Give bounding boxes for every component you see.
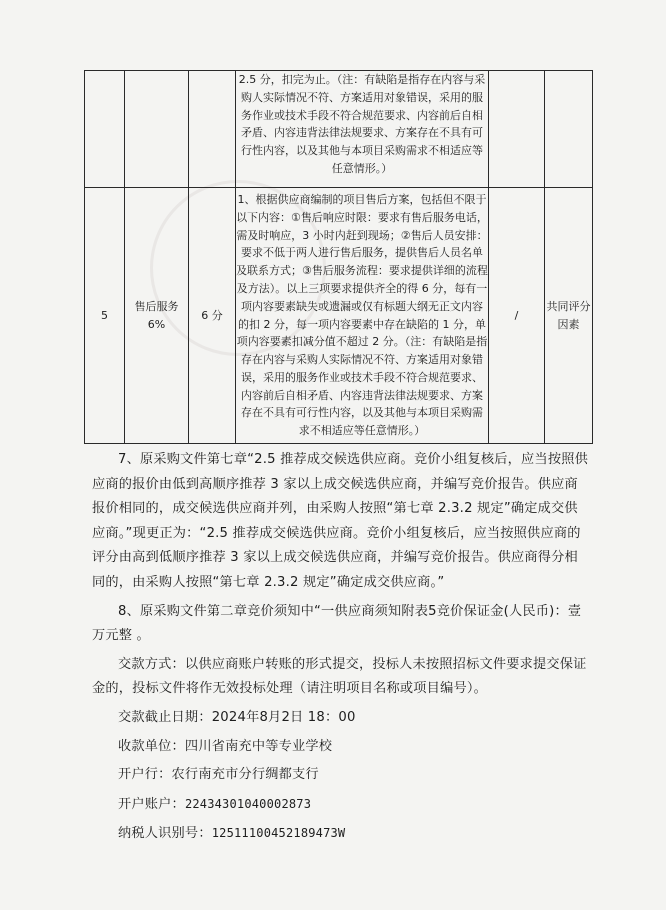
evaluation-table bbox=[84, 70, 593, 444]
paragraph-item-7: 7、原采购文件第七章“2.5 推荐成交候选供应商。竞价小组复核后，应当按照供应商的报价由低到高顺序推荐 3 家以上成交候选供应商，并编写竞价报告。供应商报价相同的，成交候选供应商并列，由采购人按照“第七章 2.3.2 规定”确定成交供应商。”现更正为：“2.5 推荐成交候选供应商。竞价小组复核后，应当按照供应商的评分由高到低顺序推荐 3 家以上成交候选供应商，并编写竞价报告。供应商得分相同的，由采购人按照“第七章 2.3.2 规定”确定成交供应商。” bbox=[92, 452, 588, 590]
cell-remark-empty bbox=[545, 71, 593, 188]
cell-description: 1、根据供应商编制的项目售后方案，包括但不限于以下内容：①售后响应时限：要求有售后服务电话，需及时响应，3 小时内赶到现场；②售后人员安排：要求不低于两人进行售后服务，提供售后人员名单及联系方式；③售后服务流程：要求提供详细的流程及方法）。以上三项要求提供齐全的得 6 分，每有一项内容要素缺失或遗漏或仅有标题大纲无正文内容的扣 2 分，每一项内容要素中存在缺陷的 1 分，单项内容要素扣减分值不超过 2 分。（注：有缺陷是指存在内容与采购人实际情况不符、方案适用对象错误，采用的服务作业或技术手段不符合规范要求、内容前后自相矛盾、内容违背法律法规要求、方案存在不具有可行性内容，以及其他与本项目采购需求不相适应等任意情形。） bbox=[236, 188, 489, 444]
account-line bbox=[92, 792, 588, 818]
table-row bbox=[85, 71, 593, 188]
cell-description: 2.5 分，扣完为止。（注：有缺陷是指存在内容与采购人实际情况不符、方案适用对象错误，采用的服务作业或技术手段不符合规范要求、内容前后自相矛盾、内容违背法律法规要求、方案存在不具有可行性内容，以及其他与本项目采购需求不相适应等任意情形。） bbox=[236, 71, 489, 188]
payee-line: 收款单位：四川省南充中等专业学校 bbox=[118, 738, 333, 754]
table-row bbox=[85, 188, 593, 444]
cell-slash: / bbox=[489, 188, 545, 444]
cell-slash-empty bbox=[489, 71, 545, 188]
tax-id-label: 纳税人识别号： bbox=[118, 826, 212, 842]
correction-notice-body bbox=[92, 448, 588, 847]
deadline-line: 交款截止日期：2024年8月2日 18：00 bbox=[118, 709, 356, 725]
paragraph-payment-method: 交款方式：以供应商账户转账的形式提交，投标人未按照招标文件要求提交保证金的，投标文件将作无效投标处理（请注明项目名称或项目编号）。 bbox=[92, 656, 587, 697]
tax-id-line bbox=[92, 821, 588, 847]
cell-remark: 共同评分因素 bbox=[545, 188, 593, 444]
cell-score: 6 分 bbox=[189, 188, 236, 444]
cell-item-empty bbox=[125, 71, 189, 188]
cell-no-empty bbox=[85, 71, 125, 188]
cell-row-number: 5 bbox=[85, 188, 125, 444]
cell-item-name: 售后服务 6% bbox=[125, 188, 189, 444]
account-label: 开户账户： bbox=[118, 796, 185, 812]
account-number: 22434301040002873 bbox=[184, 796, 312, 811]
bank-line: 开户行：农行南充市分行绸都支行 bbox=[118, 767, 319, 783]
cell-score-empty bbox=[189, 71, 236, 188]
paragraph-item-8: 8、原采购文件第二章竞价须知中“一供应商须知附表5竞价保证金(人民币)：壹万元整 。 bbox=[92, 603, 582, 644]
tax-id-number: 12511100452189473W bbox=[211, 826, 346, 841]
